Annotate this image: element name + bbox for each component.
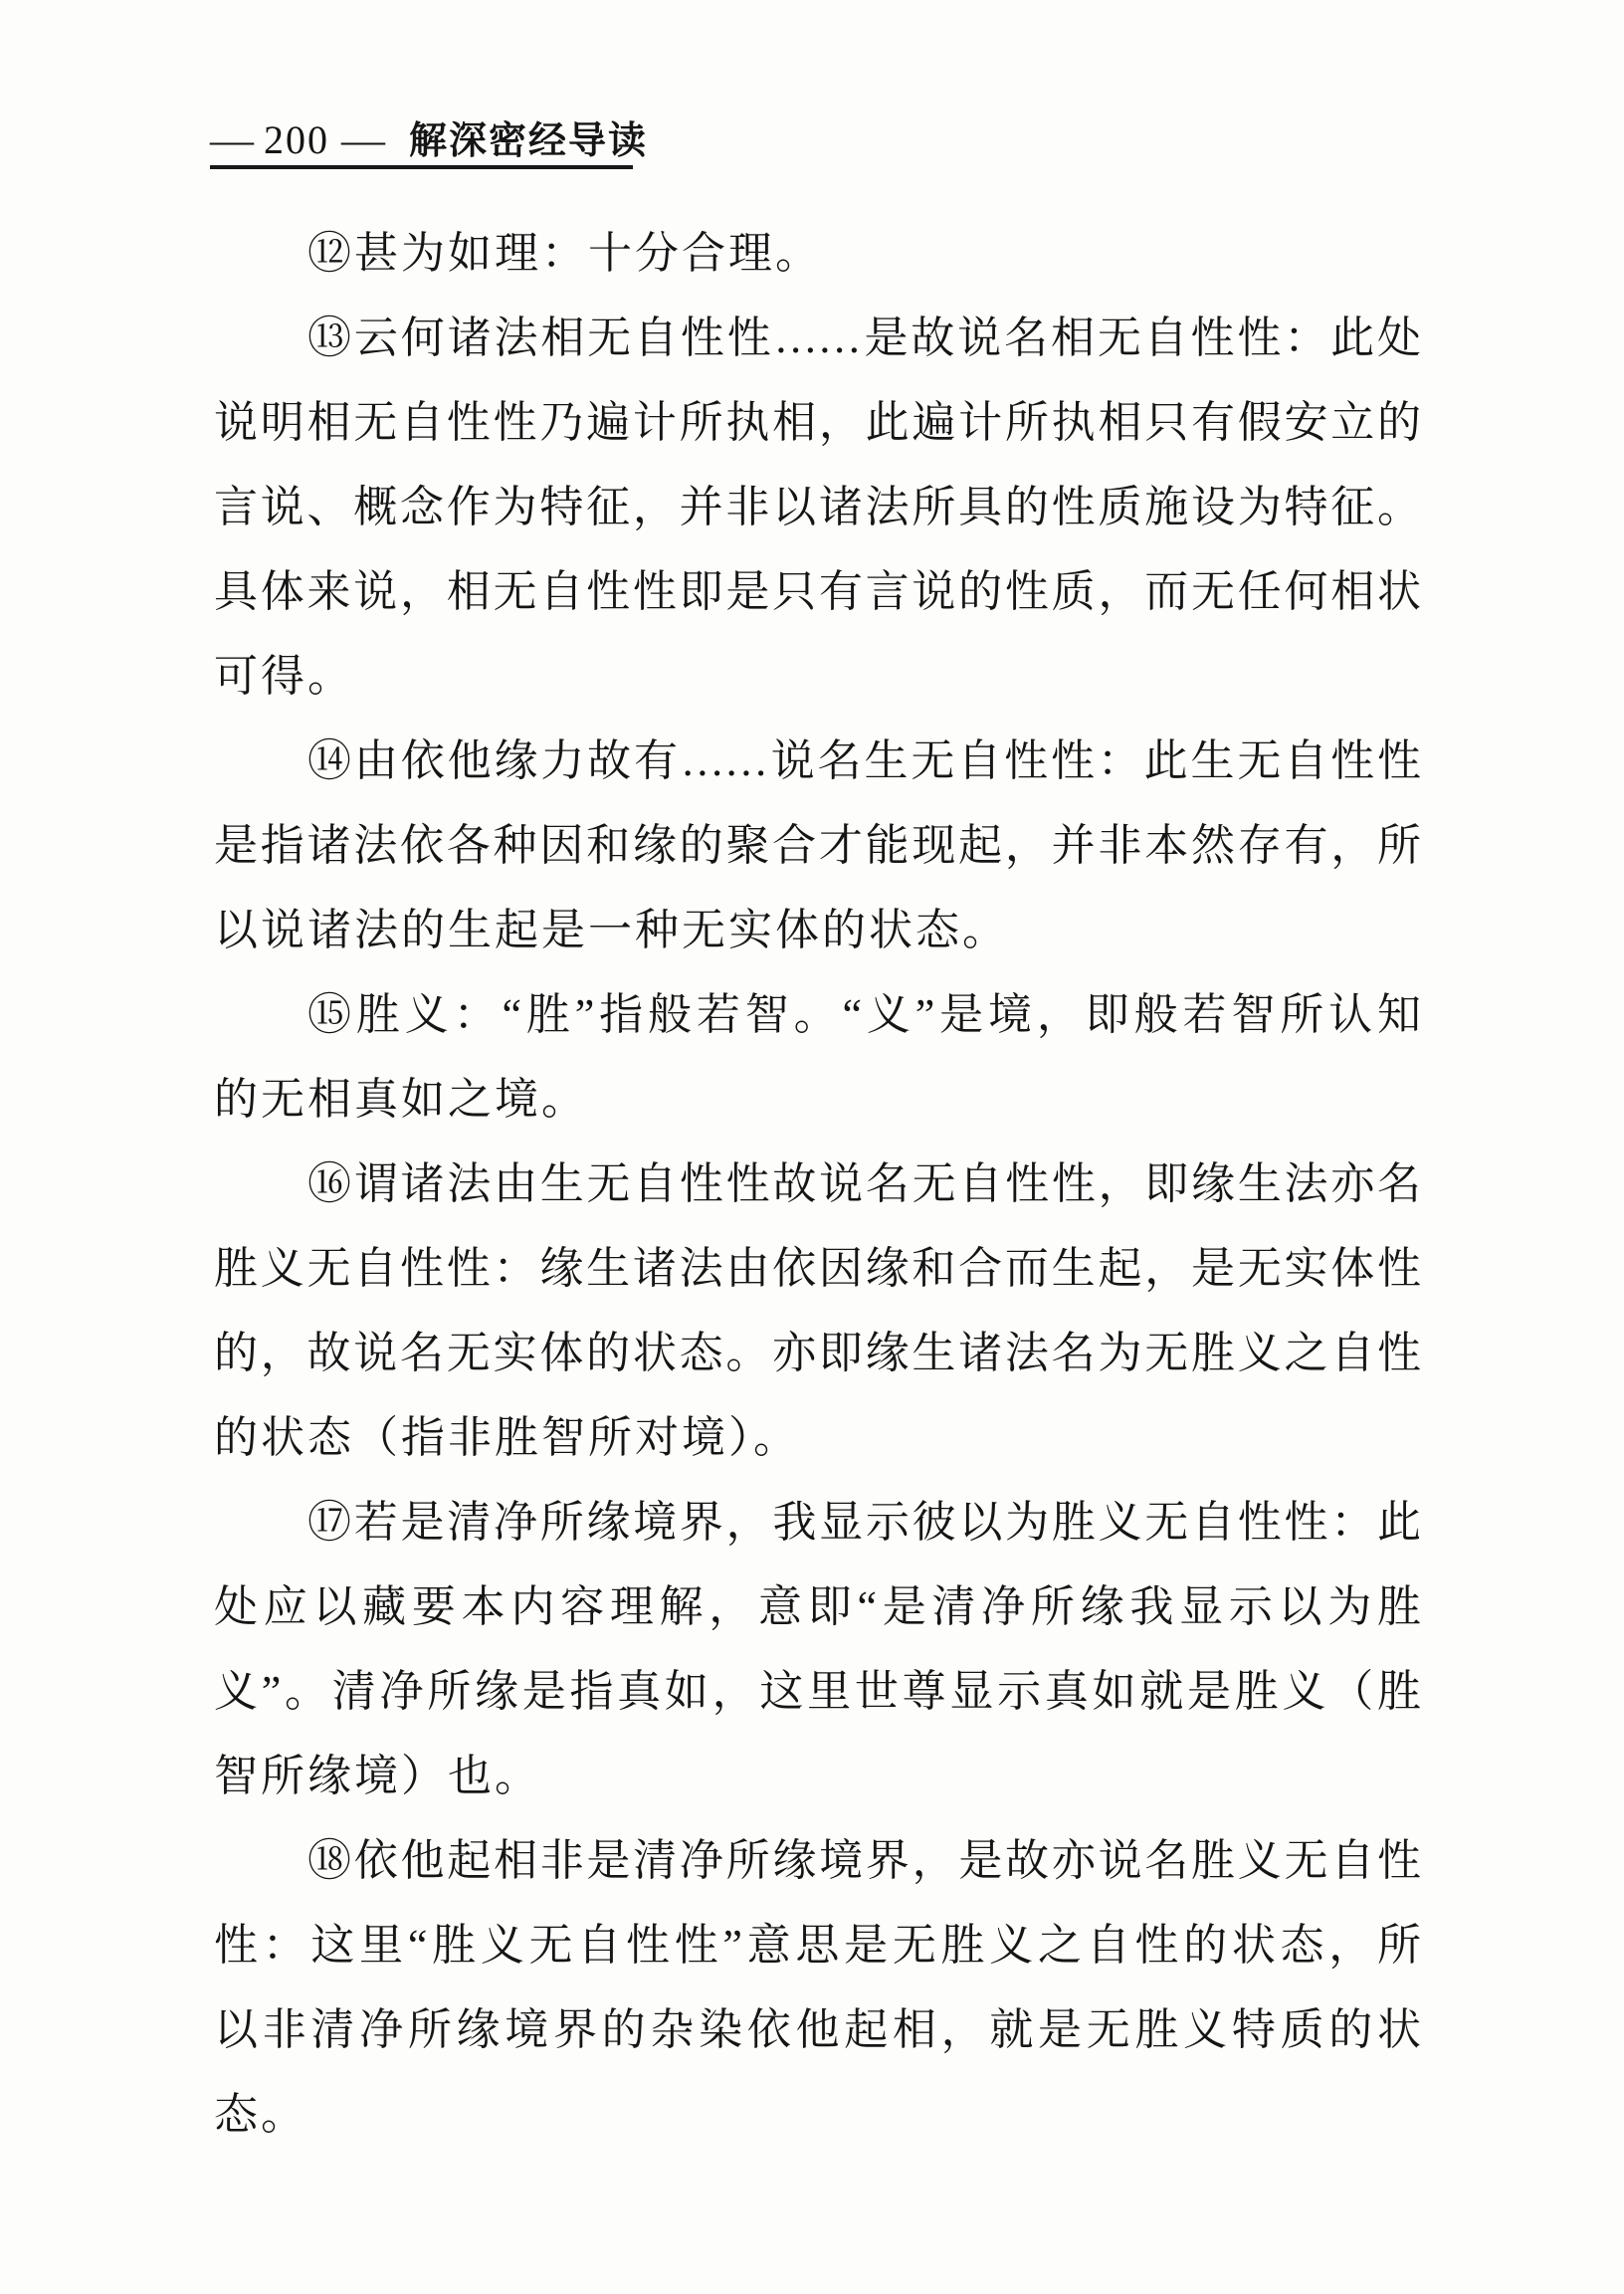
page-header [212, 117, 648, 163]
text-line: 言说、概念作为特征，并非以诸法所具的性质施设为特征。 [214, 483, 1421, 531]
text-line: ⑱依他起相非是清净所缘境界，是故亦说名胜义无自性 [307, 1836, 1421, 1885]
text-line: ⑫甚为如理：十分合理。 [307, 229, 822, 278]
text-line: 的状态（指非胜智所对境）。 [214, 1413, 800, 1462]
text-line: 胜义无自性性：缘生诸法由依因缘和合而生起，是无实体性 [214, 1244, 1421, 1293]
text-line: ⑮胜义：“胜”指般若智。“义”是境，即般若智所认知 [307, 990, 1421, 1039]
text-line: 说明相无自性性乃遍计所执相，此遍计所执相只有假安立的 [214, 398, 1421, 447]
text-line: 性：这里“胜义无自性性”意思是无胜义之自性的状态，所 [214, 1921, 1421, 1970]
text-line: 态。 [214, 2090, 307, 2139]
annotation-text-block [214, 211, 1421, 2157]
text-line: 具体来说，相无自性性即是只有言说的性质，而无任何相状 [214, 567, 1421, 616]
text-line: ⑯谓诸法由生无自性性故说名无自性性，即缘生法亦名 [307, 1159, 1421, 1208]
text-line: 的无相真如之境。 [214, 1075, 588, 1124]
text-line: 是指诸法依各种因和缘的聚合才能现起，并非本然存有，所 [214, 821, 1421, 870]
header-rule [210, 165, 633, 169]
text-line: 处应以藏要本内容理解，意即“是清净所缘我显示以为胜 [214, 1582, 1421, 1631]
text-line: 义”。清净所缘是指真如，这里世尊显示真如就是胜义（胜 [214, 1667, 1421, 1716]
text-line: 以说诸法的生起是一种无实体的状态。 [214, 906, 1009, 954]
text-line: ⑭由依他缘力故有……说名生无自性性：此生无自性性 [307, 736, 1421, 785]
text-line: 智所缘境）也。 [214, 1752, 541, 1800]
text-line: 的，故说名无实体的状态。亦即缘生诸法名为无胜义之自性 [214, 1329, 1421, 1377]
page-number: 200 [264, 117, 329, 162]
text-line: 以非清净所缘境界的杂染依他起相，就是无胜义特质的状 [214, 2005, 1421, 2054]
book-title: 解深密经导读 [409, 120, 649, 162]
text-line: 可得。 [214, 652, 354, 701]
text-line: ⑬云何诸法相无自性性……是故说名相无自性性：此处 [307, 313, 1421, 362]
header-dash-left: — [210, 117, 254, 162]
header-dash-right: — [341, 117, 385, 162]
text-line: ⑰若是清净所缘境界，我显示彼以为胜义无自性性：此 [307, 1498, 1421, 1547]
